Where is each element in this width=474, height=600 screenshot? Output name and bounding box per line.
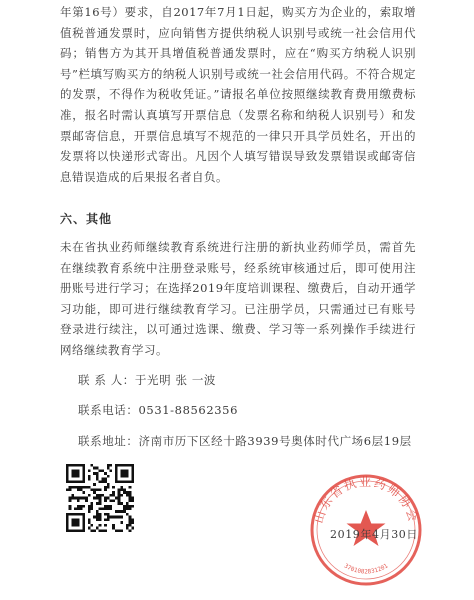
paragraph-registration: 未在省执业药师继续教育系统进行注册的新执业药师学员，需首先在继续教育系统中注册登录账号，经系统审核通过后，即可使用注册账号进行学习；在选择2019年度培训课程、缴费后，自动开通学习功能，即可进行继续教育学习。已注册学员，只需通过已有账号登录进行续注，以可通过选课、缴费、学习等一系列操作手续进行网络继续教育学习。 bbox=[60, 240, 416, 357]
contact-phone: 联系电话：0531-88562356 bbox=[78, 403, 238, 417]
document-date: 2019年4月30日 bbox=[330, 528, 418, 541]
contact-people: 联 系 人：于光明 张 一波 bbox=[78, 373, 217, 387]
seal-text: 山东省执业药师协会 bbox=[311, 475, 421, 525]
section-heading-other: 六、其他 bbox=[60, 212, 113, 226]
contact-address: 联系地址：济南市历下区经十路3939号奥体时代广场6层19层 bbox=[78, 434, 412, 448]
paragraph-invoice-notice: 年第16号）要求，自2017年7月1日起，购买方为企业的，索取增值税普通发票时，应向销售方提供纳税人识别号或统一社会信用代码；销售方为其开具增值税普通发票时，应在“购买方纳税人识别号”栏填写购买方的纳税人识别号或统一社会信用代码。不符合规定的发票，不得作为税收凭证。”请报名单位按照继续教育费用缴费标准，报名时需认真填写开票信息（发票名称和纳税人识别号）和发票邮寄信息，开票信息填写不规范的一律只开具学员姓名，开出的发票将以快递形式寄出。凡因个人填写错误导致发票错误或邮寄信息错误造成的后果报名者自负。 bbox=[60, 5, 416, 184]
seal-code: 3701082831201 bbox=[342, 562, 390, 576]
qr-code-icon bbox=[66, 464, 134, 532]
svg-text:3701082831201 bbox=[343, 562, 390, 575]
